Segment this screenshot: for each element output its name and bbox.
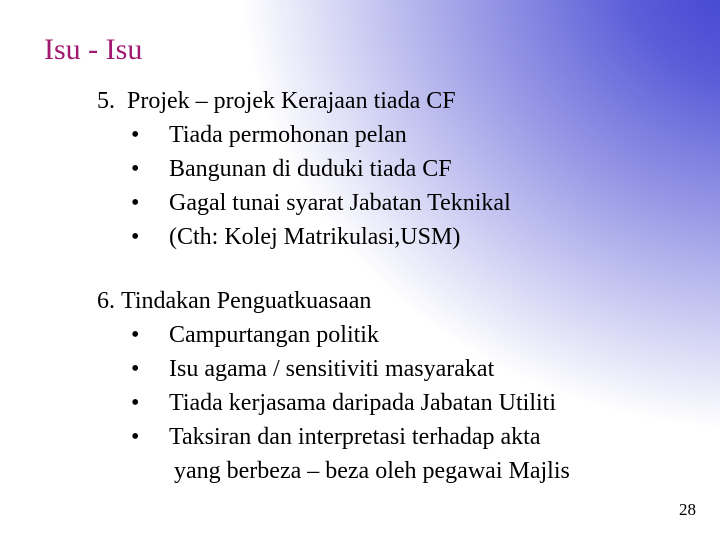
bullet-icon: • — [131, 156, 140, 182]
bullet-icon: • — [131, 390, 140, 416]
list-item — [97, 352, 570, 386]
list-item-text: Campurtangan politik — [169, 322, 379, 348]
list-item-text: Isu agama / sensitiviti masyarakat — [169, 356, 495, 382]
section-tindakan — [97, 284, 570, 488]
list-item — [97, 420, 570, 454]
list-item-text: Taksiran dan interpretasi terhadap akta — [169, 424, 541, 450]
section-number: 5. — [97, 88, 115, 114]
list-item — [97, 318, 570, 352]
list-item — [97, 152, 511, 186]
bullet-list — [97, 118, 511, 254]
list-item-continuation: yang berbeza – beza oleh pegawai Majlis — [174, 458, 570, 484]
section-heading-text: Tindakan Penguatkuasaan — [121, 288, 372, 314]
section-heading-text: Projek – projek Kerajaan tiada CF — [127, 88, 456, 114]
list-item-text: Tiada kerjasama daripada Jabatan Utiliti — [169, 390, 556, 416]
bullet-icon: • — [131, 356, 140, 382]
list-item-text: Bangunan di duduki tiada CF — [169, 156, 452, 182]
bullet-icon: • — [131, 322, 140, 348]
section-heading — [97, 284, 570, 318]
list-item — [97, 186, 511, 220]
bullet-list — [97, 318, 570, 454]
bullet-icon: • — [131, 190, 140, 216]
list-item — [97, 220, 511, 254]
list-item-text: Tiada permohonan pelan — [169, 122, 407, 148]
page-number: 28 — [679, 500, 696, 519]
list-item-text: (Cth: Kolej Matrikulasi,USM) — [169, 224, 461, 250]
section-heading — [97, 84, 511, 118]
bullet-icon: • — [131, 224, 140, 250]
bullet-icon: • — [131, 122, 140, 148]
section-number: 6. — [97, 288, 115, 314]
slide-title: Isu - Isu — [44, 33, 143, 66]
list-item-text: Gagal tunai syarat Jabatan Teknikal — [169, 190, 511, 216]
list-item — [97, 118, 511, 152]
list-item — [97, 386, 570, 420]
bullet-icon: • — [131, 424, 140, 450]
section-projek — [97, 84, 511, 254]
